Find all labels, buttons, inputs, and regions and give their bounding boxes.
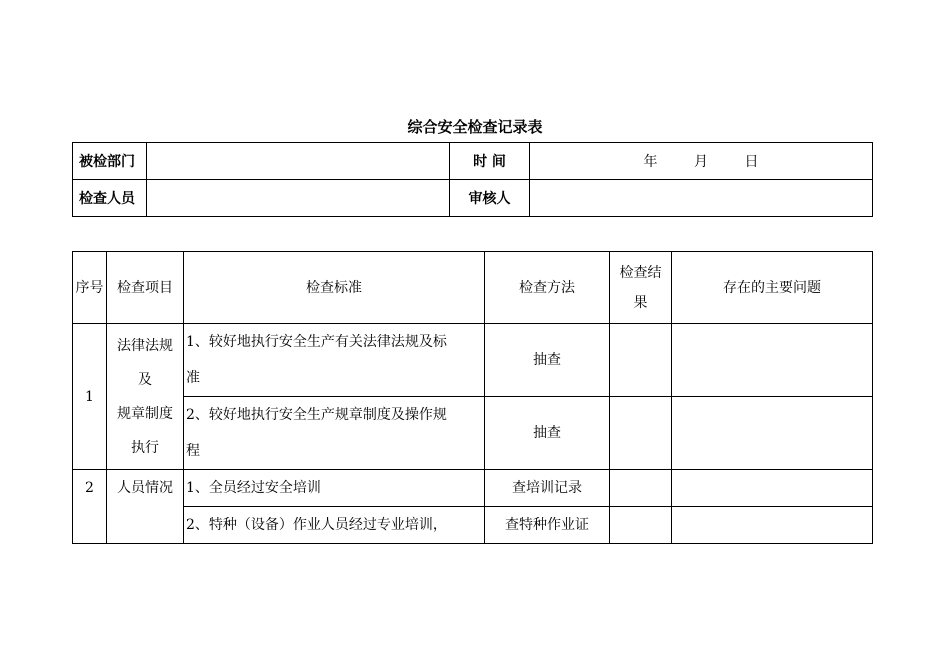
row-result-field[interactable] [610, 397, 672, 470]
row-standard [184, 397, 485, 470]
row-issues-field[interactable] [672, 507, 873, 544]
row-item-line: 及 [138, 371, 152, 388]
col-result-line1: 检查结 [619, 264, 662, 281]
page-title: 综合安全检查记录表 [407, 118, 543, 136]
date-day: 日 [744, 154, 759, 170]
table-row [73, 507, 873, 544]
reviewer-label: 审核人 [450, 180, 530, 217]
col-issues: 存在的主要问题 [672, 252, 873, 324]
col-result-line2: 果 [633, 294, 648, 311]
row-standard: 2、特种（设备）作业人员经过专业培训， [184, 507, 485, 544]
info-table [72, 142, 873, 217]
row-method: 查培训记录 [485, 470, 610, 507]
row-result-field[interactable] [610, 470, 672, 507]
row-issues-field[interactable] [672, 470, 873, 507]
table-row [73, 470, 873, 507]
row-method: 抽查 [485, 324, 610, 397]
reviewer-field[interactable] [530, 180, 873, 217]
row-item: 人员情况 [107, 470, 184, 544]
inspector-field[interactable] [147, 180, 450, 217]
col-item: 检查项目 [107, 252, 184, 324]
dept-label: 被检部门 [73, 143, 147, 180]
col-result [610, 252, 672, 324]
row-seq: 2 [73, 470, 107, 544]
row-item-line: 规章制度 [117, 405, 173, 422]
row-method: 查特种作业证 [485, 507, 610, 544]
row-issues-field[interactable] [672, 324, 873, 397]
date-year: 年 [643, 154, 658, 170]
col-method: 检查方法 [485, 252, 610, 324]
row-item-line: 法律法规 [117, 337, 173, 354]
row-method: 抽查 [485, 397, 610, 470]
col-seq: 序号 [73, 252, 107, 324]
inspector-label: 检查人员 [73, 180, 147, 217]
date-field[interactable] [530, 143, 873, 180]
table-row [73, 397, 873, 470]
info-row-dept [73, 143, 873, 180]
row-standard-line2: 程 [186, 443, 200, 459]
row-issues-field[interactable] [672, 397, 873, 470]
row-standard [184, 324, 485, 397]
row-standard-line2: 准 [186, 370, 200, 386]
row-standard-line1: 1、较好地执行安全生产有关法律法规及标 [186, 334, 447, 350]
date-month: 月 [694, 154, 708, 170]
col-standard: 检查标准 [184, 252, 485, 324]
row-standard: 1、全员经过安全培训 [184, 470, 485, 507]
row-standard-line1: 2、较好地执行安全生产规章制度及操作规 [186, 407, 447, 423]
info-row-inspector [73, 180, 873, 217]
row-item [107, 324, 184, 470]
row-result-field[interactable] [610, 324, 672, 397]
table-row [73, 324, 873, 397]
row-item-line: 执行 [131, 439, 159, 456]
row-seq: 1 [73, 324, 107, 470]
row-result-field[interactable] [610, 507, 672, 544]
time-label: 时 间 [450, 143, 530, 180]
checklist-table [72, 251, 873, 544]
checklist-header-row [73, 252, 873, 324]
dept-field[interactable] [147, 143, 450, 180]
